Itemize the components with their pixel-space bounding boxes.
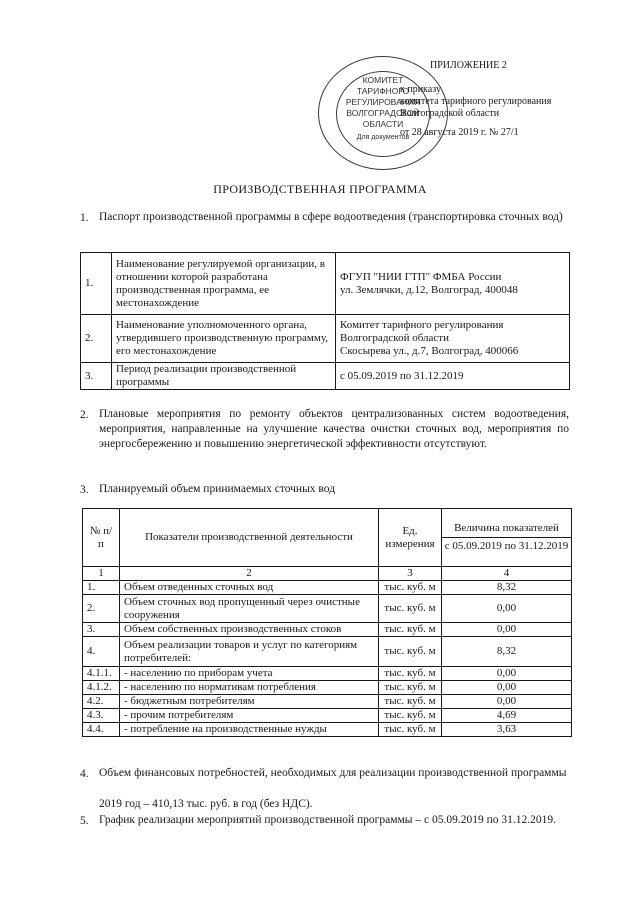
row-value: 4,69 <box>442 709 572 723</box>
row-label: Наименование регулируемой организации, в отношении которой разработана производственная программа, ее местонахождение <box>112 253 336 315</box>
table-header-row <box>83 509 572 567</box>
appendix-line: к приказу <box>400 84 441 95</box>
page-title: ПРОИЗВОДСТВЕННАЯ ПРОГРАММА <box>213 182 427 196</box>
stamp-line: Для документов <box>356 134 410 141</box>
row-unit: тыс. куб. м <box>379 695 442 709</box>
value-line: Волгоградской области <box>340 332 449 344</box>
row-name: - потребление на производственные нужды <box>120 723 379 737</box>
table-row <box>83 581 572 595</box>
row-name: - бюджетным потребителям <box>120 695 379 709</box>
appendix-date: от 28 августа 2019 г. № 27/1 <box>400 127 519 138</box>
section-text: Планируемый объем принимаемых сточных вод <box>99 483 336 495</box>
section-number: 3. <box>80 484 89 496</box>
row-value: 3,63 <box>442 723 572 737</box>
column-number-row <box>83 567 572 581</box>
table-row <box>83 595 572 623</box>
row-number: 3. <box>81 363 112 390</box>
header-number: № п/п <box>83 509 120 567</box>
row-name: - населению по нормативам потребления <box>120 681 379 695</box>
row-unit: тыс. куб. м <box>379 623 442 637</box>
row-value: 0,00 <box>442 695 572 709</box>
row-value: 0,00 <box>442 681 572 695</box>
section-number: 2. <box>80 409 89 421</box>
row-number: 4.4. <box>83 723 120 737</box>
header-value-period: с 05.09.2019 по 31.12.2019 <box>444 540 569 552</box>
row-unit: тыс. куб. м <box>379 667 442 681</box>
column-number: 2 <box>120 567 379 581</box>
table-row <box>81 253 570 315</box>
stamp-line: КОМИТЕТ <box>362 75 404 85</box>
row-number: 2. <box>83 595 120 623</box>
table-row <box>83 723 572 737</box>
row-value <box>336 253 570 315</box>
row-unit: тыс. куб. м <box>379 595 442 623</box>
row-value <box>336 315 570 363</box>
row-unit: тыс. куб. м <box>379 681 442 695</box>
table-row <box>83 695 572 709</box>
section-number: 5. <box>80 815 89 827</box>
table-row <box>83 709 572 723</box>
column-number: 3 <box>379 567 442 581</box>
row-value: 0,00 <box>442 667 572 681</box>
wastewater-table <box>82 508 572 737</box>
value-line: Комитет тарифного регулирования <box>340 319 504 331</box>
row-label: Наименование уполномоченного органа, утвердившего производственную программу, его местонахождение <box>112 315 336 363</box>
appendix-title: ПРИЛОЖЕНИЕ 2 <box>430 60 507 71</box>
table-row <box>83 681 572 695</box>
table-row <box>83 637 572 667</box>
header-value <box>442 509 572 567</box>
row-label: Период реализации производственной программы <box>112 363 336 390</box>
stamp-line: ОБЛАСТИ <box>362 119 404 129</box>
value-line: ул. Землячки, д.12, Волгоград, 400048 <box>340 283 518 296</box>
header-value-top: Величина показателей <box>442 520 571 538</box>
row-value: 8,32 <box>442 637 572 667</box>
row-name: - населению по приборам учета <box>120 667 379 681</box>
appendix-line: комитета тарифного регулирования <box>400 96 552 107</box>
row-unit: тыс. куб. м <box>379 637 442 667</box>
table-row <box>81 363 570 390</box>
row-number: 4. <box>83 637 120 667</box>
row-value: 0,00 <box>442 623 572 637</box>
passport-table <box>80 252 570 390</box>
row-number: 4.2. <box>83 695 120 709</box>
row-value: с 05.09.2019 по 31.12.2019 <box>336 363 570 390</box>
section-text: Объем финансовых потребностей, необходимых для реализации производственной программы <box>99 767 567 779</box>
row-unit: тыс. куб. м <box>379 723 442 737</box>
row-name: Объем собственных производственных стоков <box>120 623 379 637</box>
value-line: ФГУП "НИИ ГТП" ФМБА России <box>340 270 502 283</box>
row-name: Объем сточных вод пропущенный через очистные сооружения <box>120 595 379 623</box>
section-text: Паспорт производственной программы в сфере водоотведения (транспортировка сточных вод) <box>99 211 563 223</box>
row-name: - прочим потребителям <box>120 709 379 723</box>
header-unit: Ед. измерения <box>379 509 442 567</box>
row-number: 4.3. <box>83 709 120 723</box>
table-row <box>83 667 572 681</box>
row-number: 1. <box>81 253 112 315</box>
row-number: 3. <box>83 623 120 637</box>
row-number: 4.1.1. <box>83 667 120 681</box>
row-value: 8,32 <box>442 581 572 595</box>
row-number: 2. <box>81 315 112 363</box>
row-name: Объем реализации товаров и услуг по категориям потребителей: <box>120 637 379 667</box>
section-number: 4. <box>80 768 89 780</box>
row-name: Объем отведенных сточных вод <box>120 581 379 595</box>
column-number: 1 <box>83 567 120 581</box>
section-text-detail: 2019 год – 410,13 тыс. руб. в год (без НДС). <box>99 798 313 810</box>
column-number: 4 <box>442 567 572 581</box>
stamp-line: РЕГУЛИРОВАНИЯ <box>345 97 421 107</box>
stamp-line: ВОЛГОГРАДСКОЙ <box>346 108 420 118</box>
section-text: Плановые мероприятия по ремонту объектов централизованных систем водоотведения, мероприятия, направленные на улучшение качества очистки сточных вод, мероприятия по энергосбережению и повышению энергетической эффективности отсутствуют. <box>99 408 569 450</box>
value-line: Скосырева ул., д.7, Волгоград, 400066 <box>340 345 519 357</box>
table-row <box>83 623 572 637</box>
stamp-line: ТАРИФНОГО <box>356 86 410 96</box>
row-unit: тыс. куб. м <box>379 581 442 595</box>
appendix-line: Волгоградской области <box>400 108 500 119</box>
row-number: 1. <box>83 581 120 595</box>
section-text: График реализации мероприятий производственной программы – с 05.09.2019 по 31.12.2019. <box>99 814 557 826</box>
table-row <box>81 315 570 363</box>
row-unit: тыс. куб. м <box>379 709 442 723</box>
row-number: 4.1.2. <box>83 681 120 695</box>
section-number: 1. <box>80 212 89 224</box>
row-value: 0,00 <box>442 595 572 623</box>
header-indicator: Показатели производственной деятельности <box>120 509 379 567</box>
